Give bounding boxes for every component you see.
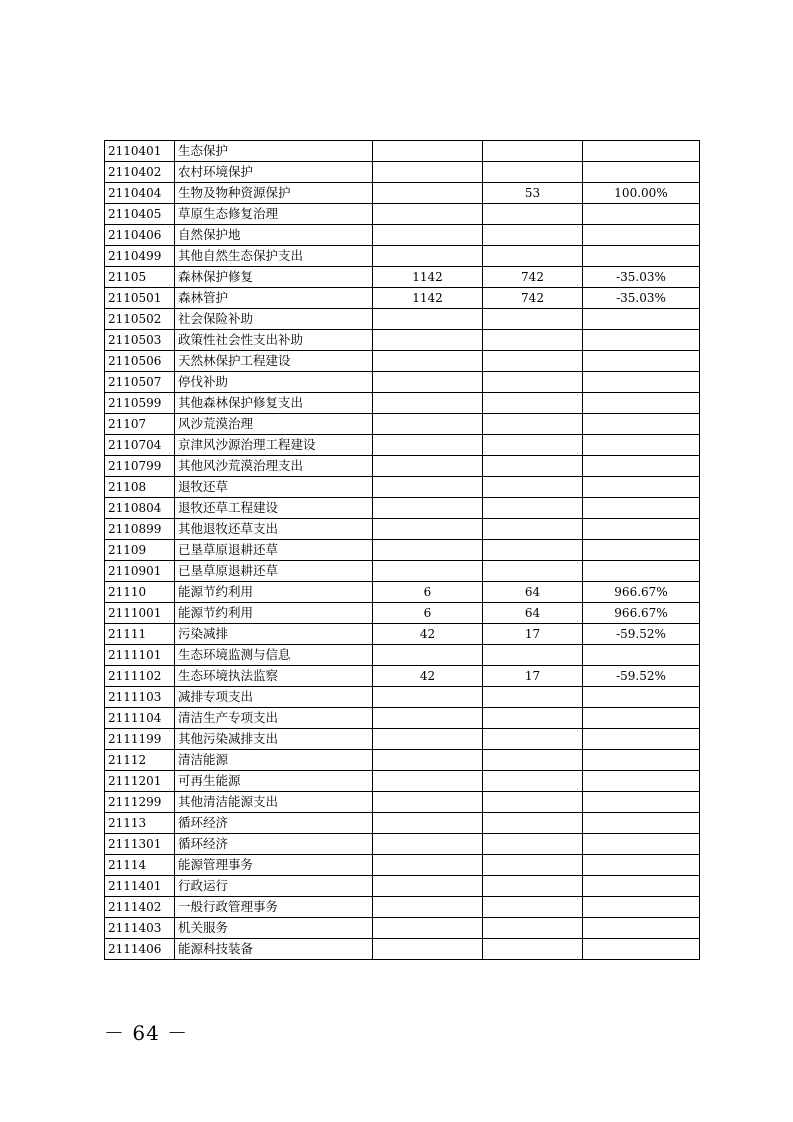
value-curr-cell (483, 435, 583, 456)
name-cell: 减排专项支出 (175, 687, 373, 708)
name-cell: 其他森林保护修复支出 (175, 393, 373, 414)
table-row (105, 666, 700, 687)
value-curr-cell: 53 (483, 183, 583, 204)
name-cell: 已垦草原退耕还草 (175, 540, 373, 561)
value-curr-cell (483, 729, 583, 750)
table-row (105, 393, 700, 414)
value-curr-cell (483, 708, 583, 729)
change-percent-cell: -35.03% (583, 267, 700, 288)
code-cell: 21113 (105, 813, 175, 834)
code-cell: 2111401 (105, 876, 175, 897)
change-percent-cell (583, 456, 700, 477)
table-row (105, 771, 700, 792)
name-cell: 其他清洁能源支出 (175, 792, 373, 813)
value-prev-cell (373, 855, 483, 876)
value-prev-cell (373, 834, 483, 855)
value-prev-cell (373, 876, 483, 897)
name-cell: 循环经济 (175, 834, 373, 855)
name-cell: 天然林保护工程建设 (175, 351, 373, 372)
value-prev-cell (373, 456, 483, 477)
table-row (105, 729, 700, 750)
name-cell: 其他污染减排支出 (175, 729, 373, 750)
change-percent-cell (583, 351, 700, 372)
name-cell: 能源节约利用 (175, 603, 373, 624)
value-prev-cell (373, 141, 483, 162)
code-cell: 2110499 (105, 246, 175, 267)
change-percent-cell (583, 393, 700, 414)
value-curr-cell (483, 456, 583, 477)
name-cell: 森林保护修复 (175, 267, 373, 288)
value-prev-cell (373, 540, 483, 561)
value-prev-cell (373, 246, 483, 267)
code-cell: 21110 (105, 582, 175, 603)
table-row (105, 813, 700, 834)
change-percent-cell (583, 204, 700, 225)
table-row (105, 540, 700, 561)
change-percent-cell: -35.03% (583, 288, 700, 309)
value-curr-cell (483, 519, 583, 540)
value-curr-cell (483, 939, 583, 960)
name-cell: 退牧还草 (175, 477, 373, 498)
code-cell: 21111 (105, 624, 175, 645)
code-cell: 2110401 (105, 141, 175, 162)
change-percent-cell (583, 918, 700, 939)
value-prev-cell (373, 519, 483, 540)
change-percent-cell (583, 729, 700, 750)
name-cell: 生态环境监测与信息 (175, 645, 373, 666)
value-curr-cell (483, 393, 583, 414)
name-cell: 草原生态修复治理 (175, 204, 373, 225)
value-prev-cell (373, 393, 483, 414)
table-row (105, 183, 700, 204)
name-cell: 自然保护地 (175, 225, 373, 246)
table-row (105, 246, 700, 267)
code-cell: 2110799 (105, 456, 175, 477)
table-row (105, 834, 700, 855)
change-percent-cell (583, 792, 700, 813)
name-cell: 能源科技装备 (175, 939, 373, 960)
code-cell: 2110804 (105, 498, 175, 519)
change-percent-cell: -59.52% (583, 666, 700, 687)
code-cell: 2110507 (105, 372, 175, 393)
name-cell: 其他退牧还草支出 (175, 519, 373, 540)
code-cell: 2110506 (105, 351, 175, 372)
change-percent-cell (583, 372, 700, 393)
name-cell: 生态环境执法监察 (175, 666, 373, 687)
value-prev-cell (373, 897, 483, 918)
code-cell: 2111301 (105, 834, 175, 855)
name-cell: 农村环境保护 (175, 162, 373, 183)
code-cell: 21114 (105, 855, 175, 876)
name-cell: 行政运行 (175, 876, 373, 897)
code-cell: 2111199 (105, 729, 175, 750)
name-cell: 生物及物种资源保护 (175, 183, 373, 204)
value-curr-cell: 64 (483, 582, 583, 603)
change-percent-cell (583, 687, 700, 708)
value-prev-cell: 1142 (373, 267, 483, 288)
code-cell: 2111101 (105, 645, 175, 666)
value-prev-cell (373, 561, 483, 582)
code-cell: 2110704 (105, 435, 175, 456)
value-curr-cell (483, 477, 583, 498)
change-percent-cell (583, 540, 700, 561)
value-curr-cell (483, 834, 583, 855)
value-prev-cell (373, 330, 483, 351)
change-percent-cell: 100.00% (583, 183, 700, 204)
change-percent-cell: -59.52% (583, 624, 700, 645)
value-curr-cell (483, 141, 583, 162)
value-curr-cell: 17 (483, 666, 583, 687)
code-cell: 2111406 (105, 939, 175, 960)
name-cell: 循环经济 (175, 813, 373, 834)
value-curr-cell (483, 246, 583, 267)
value-curr-cell (483, 540, 583, 561)
change-percent-cell: 966.67% (583, 582, 700, 603)
change-percent-cell (583, 708, 700, 729)
value-curr-cell (483, 876, 583, 897)
value-prev-cell (373, 792, 483, 813)
value-curr-cell (483, 414, 583, 435)
value-prev-cell (373, 918, 483, 939)
table-row (105, 582, 700, 603)
value-prev-cell (373, 498, 483, 519)
table-row (105, 855, 700, 876)
value-prev-cell: 1142 (373, 288, 483, 309)
code-cell: 21108 (105, 477, 175, 498)
change-percent-cell (583, 834, 700, 855)
table-row (105, 414, 700, 435)
table-row (105, 561, 700, 582)
value-prev-cell: 42 (373, 666, 483, 687)
value-prev-cell (373, 183, 483, 204)
code-cell: 21105 (105, 267, 175, 288)
change-percent-cell (583, 939, 700, 960)
value-curr-cell (483, 561, 583, 582)
name-cell: 森林管护 (175, 288, 373, 309)
page-number: － 64 － (104, 1021, 189, 1045)
name-cell: 一般行政管理事务 (175, 897, 373, 918)
value-curr-cell (483, 897, 583, 918)
table-row (105, 372, 700, 393)
change-percent-cell (583, 813, 700, 834)
value-prev-cell (373, 435, 483, 456)
change-percent-cell (583, 414, 700, 435)
value-curr-cell (483, 687, 583, 708)
value-prev-cell (373, 939, 483, 960)
code-cell: 2110599 (105, 393, 175, 414)
name-cell: 清洁能源 (175, 750, 373, 771)
change-percent-cell (583, 855, 700, 876)
change-percent-cell (583, 246, 700, 267)
value-curr-cell (483, 204, 583, 225)
code-cell: 2111102 (105, 666, 175, 687)
code-cell: 2110404 (105, 183, 175, 204)
table-row (105, 456, 700, 477)
name-cell: 清洁生产专项支出 (175, 708, 373, 729)
code-cell: 21112 (105, 750, 175, 771)
value-prev-cell (373, 729, 483, 750)
code-cell: 21107 (105, 414, 175, 435)
value-curr-cell: 742 (483, 267, 583, 288)
code-cell: 2111103 (105, 687, 175, 708)
table-row (105, 624, 700, 645)
change-percent-cell (583, 330, 700, 351)
code-cell: 2111201 (105, 771, 175, 792)
value-prev-cell (373, 372, 483, 393)
table-row (105, 708, 700, 729)
value-prev-cell (373, 708, 483, 729)
value-curr-cell (483, 813, 583, 834)
name-cell: 其他风沙荒漠治理支出 (175, 456, 373, 477)
value-prev-cell (373, 687, 483, 708)
value-prev-cell (373, 813, 483, 834)
value-prev-cell (373, 477, 483, 498)
change-percent-cell (583, 897, 700, 918)
table-row (105, 477, 700, 498)
change-percent-cell (583, 519, 700, 540)
value-curr-cell (483, 351, 583, 372)
table-row (105, 141, 700, 162)
table-row (105, 687, 700, 708)
code-cell: 2110503 (105, 330, 175, 351)
code-cell: 2110406 (105, 225, 175, 246)
table-row (105, 204, 700, 225)
name-cell: 已垦草原退耕还草 (175, 561, 373, 582)
value-curr-cell (483, 372, 583, 393)
table-row (105, 603, 700, 624)
value-curr-cell (483, 225, 583, 246)
name-cell: 社会保险补助 (175, 309, 373, 330)
code-cell: 2111001 (105, 603, 175, 624)
value-prev-cell: 42 (373, 624, 483, 645)
change-percent-cell (583, 141, 700, 162)
code-cell: 2110501 (105, 288, 175, 309)
name-cell: 能源节约利用 (175, 582, 373, 603)
name-cell: 其他自然生态保护支出 (175, 246, 373, 267)
change-percent-cell (583, 435, 700, 456)
change-percent-cell (583, 162, 700, 183)
value-prev-cell (373, 750, 483, 771)
name-cell: 政策性社会性支出补助 (175, 330, 373, 351)
value-prev-cell (373, 645, 483, 666)
table-row (105, 267, 700, 288)
name-cell: 京津风沙源治理工程建设 (175, 435, 373, 456)
change-percent-cell (583, 750, 700, 771)
table-row (105, 351, 700, 372)
table-body (105, 141, 700, 960)
value-curr-cell: 17 (483, 624, 583, 645)
value-curr-cell (483, 771, 583, 792)
value-curr-cell (483, 309, 583, 330)
table-row (105, 330, 700, 351)
name-cell: 停伐补助 (175, 372, 373, 393)
table-row (105, 918, 700, 939)
change-percent-cell (583, 645, 700, 666)
value-curr-cell (483, 918, 583, 939)
code-cell: 2111299 (105, 792, 175, 813)
value-curr-cell (483, 498, 583, 519)
code-cell: 21109 (105, 540, 175, 561)
table-row (105, 519, 700, 540)
name-cell: 风沙荒漠治理 (175, 414, 373, 435)
value-curr-cell (483, 162, 583, 183)
value-prev-cell (373, 225, 483, 246)
value-prev-cell (373, 309, 483, 330)
change-percent-cell (583, 477, 700, 498)
table-row (105, 498, 700, 519)
code-cell: 2110402 (105, 162, 175, 183)
table-row (105, 750, 700, 771)
table-row (105, 162, 700, 183)
value-prev-cell (373, 414, 483, 435)
code-cell: 2110901 (105, 561, 175, 582)
value-prev-cell: 6 (373, 582, 483, 603)
value-prev-cell: 6 (373, 603, 483, 624)
table-row (105, 897, 700, 918)
change-percent-cell: 966.67% (583, 603, 700, 624)
code-cell: 2111402 (105, 897, 175, 918)
value-curr-cell: 64 (483, 603, 583, 624)
value-prev-cell (373, 771, 483, 792)
name-cell: 污染减排 (175, 624, 373, 645)
value-prev-cell (373, 204, 483, 225)
table-row (105, 939, 700, 960)
value-curr-cell (483, 750, 583, 771)
table-row (105, 645, 700, 666)
change-percent-cell (583, 309, 700, 330)
code-cell: 2110899 (105, 519, 175, 540)
change-percent-cell (583, 225, 700, 246)
table-row (105, 288, 700, 309)
table-row (105, 309, 700, 330)
name-cell: 可再生能源 (175, 771, 373, 792)
table-row (105, 876, 700, 897)
code-cell: 2111104 (105, 708, 175, 729)
name-cell: 退牧还草工程建设 (175, 498, 373, 519)
table-row (105, 792, 700, 813)
value-curr-cell (483, 792, 583, 813)
value-curr-cell (483, 330, 583, 351)
code-cell: 2110405 (105, 204, 175, 225)
change-percent-cell (583, 498, 700, 519)
change-percent-cell (583, 561, 700, 582)
table-row (105, 435, 700, 456)
name-cell: 生态保护 (175, 141, 373, 162)
value-prev-cell (373, 162, 483, 183)
code-cell: 2111403 (105, 918, 175, 939)
change-percent-cell (583, 771, 700, 792)
value-curr-cell (483, 855, 583, 876)
code-cell: 2110502 (105, 309, 175, 330)
value-prev-cell (373, 351, 483, 372)
budget-table (104, 140, 700, 960)
name-cell: 能源管理事务 (175, 855, 373, 876)
change-percent-cell (583, 876, 700, 897)
table-row (105, 225, 700, 246)
name-cell: 机关服务 (175, 918, 373, 939)
value-curr-cell (483, 645, 583, 666)
value-curr-cell: 742 (483, 288, 583, 309)
